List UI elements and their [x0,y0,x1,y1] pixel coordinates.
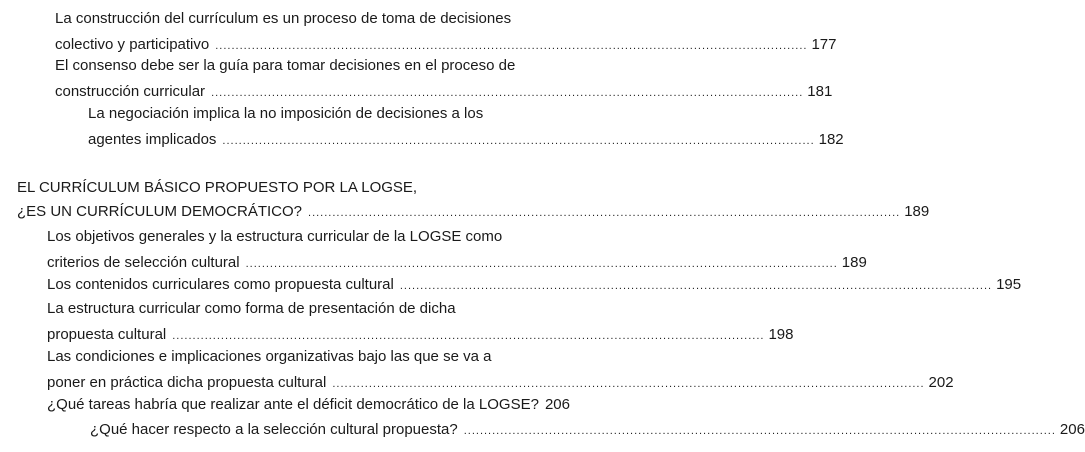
toc-entry-text: El consenso debe ser la guía para tomar decisiones en el proceso de [55,57,516,74]
page-number: 189 [904,203,930,220]
toc-entry [47,272,1022,299]
dot-leader [222,128,814,154]
page-number: 182 [818,131,844,148]
toc-entry-text: Los contenidos curriculares como propuesta cultural [47,276,394,293]
page-number: 206 [544,396,570,413]
toc-entry-text: agentes implicados [88,131,217,148]
page-number: 189 [841,254,867,271]
toc-entry-last-line [17,199,930,226]
dot-leader [308,200,900,226]
section-heading-entry [17,199,930,226]
toc-entry [47,296,794,349]
page-number: 181 [807,83,833,100]
toc-entry-last-line [47,272,1022,299]
toc-entry [47,392,570,419]
toc-entry-last-line [47,392,570,419]
page-number: 206 [1059,421,1085,438]
toc-entry [47,344,954,397]
toc-entry [55,6,837,59]
toc-entry-text: Las condiciones e implicaciones organizativas bajo las que se va a [47,348,492,365]
toc-entry-text: La construcción del currículum es un proceso de toma de decisiones [55,10,512,27]
section-heading [17,175,544,201]
page-number: 177 [811,36,837,53]
section-heading-line: EL CURRÍCULUM BÁSICO PROPUESTO POR LA LOGSE, [17,179,418,196]
toc-entry-text: La estructura curricular como forma de presentación de dicha [47,300,456,317]
toc-subentry [90,417,1085,444]
toc-entry-text: ¿Qué hacer respecto a la selección cultural propuesta? [90,421,458,438]
toc-entry-text: criterios de selección cultural [47,254,240,271]
toc-entry-text: ¿Qué tareas habría que realizar ante el déficit democrático de la LOGSE? [47,396,539,413]
toc-entry [47,224,867,277]
page-number: 198 [768,326,794,343]
toc-subentry [88,101,844,154]
toc-entry-text: construcción curricular [55,83,206,100]
toc-entry-last-line [90,417,1085,444]
toc-entry-last-line [88,127,844,154]
section-heading-line: ¿ES UN CURRÍCULUM DEMOCRÁTICO? [17,203,303,220]
toc-entry [55,53,833,106]
dot-leader [464,418,1056,444]
page-number: 195 [996,276,1022,293]
toc-entry-text: poner en práctica dicha propuesta cultural [47,374,327,391]
toc-entry-text: propuesta cultural [47,326,167,343]
toc-entry-text: colectivo y participativo [55,36,210,53]
toc-entry-text: Los objetivos generales y la estructura curricular de la LOGSE como [47,228,503,245]
toc-entry-text: La negociación implica la no imposición de decisiones a los [88,105,484,122]
page-number: 202 [928,374,954,391]
